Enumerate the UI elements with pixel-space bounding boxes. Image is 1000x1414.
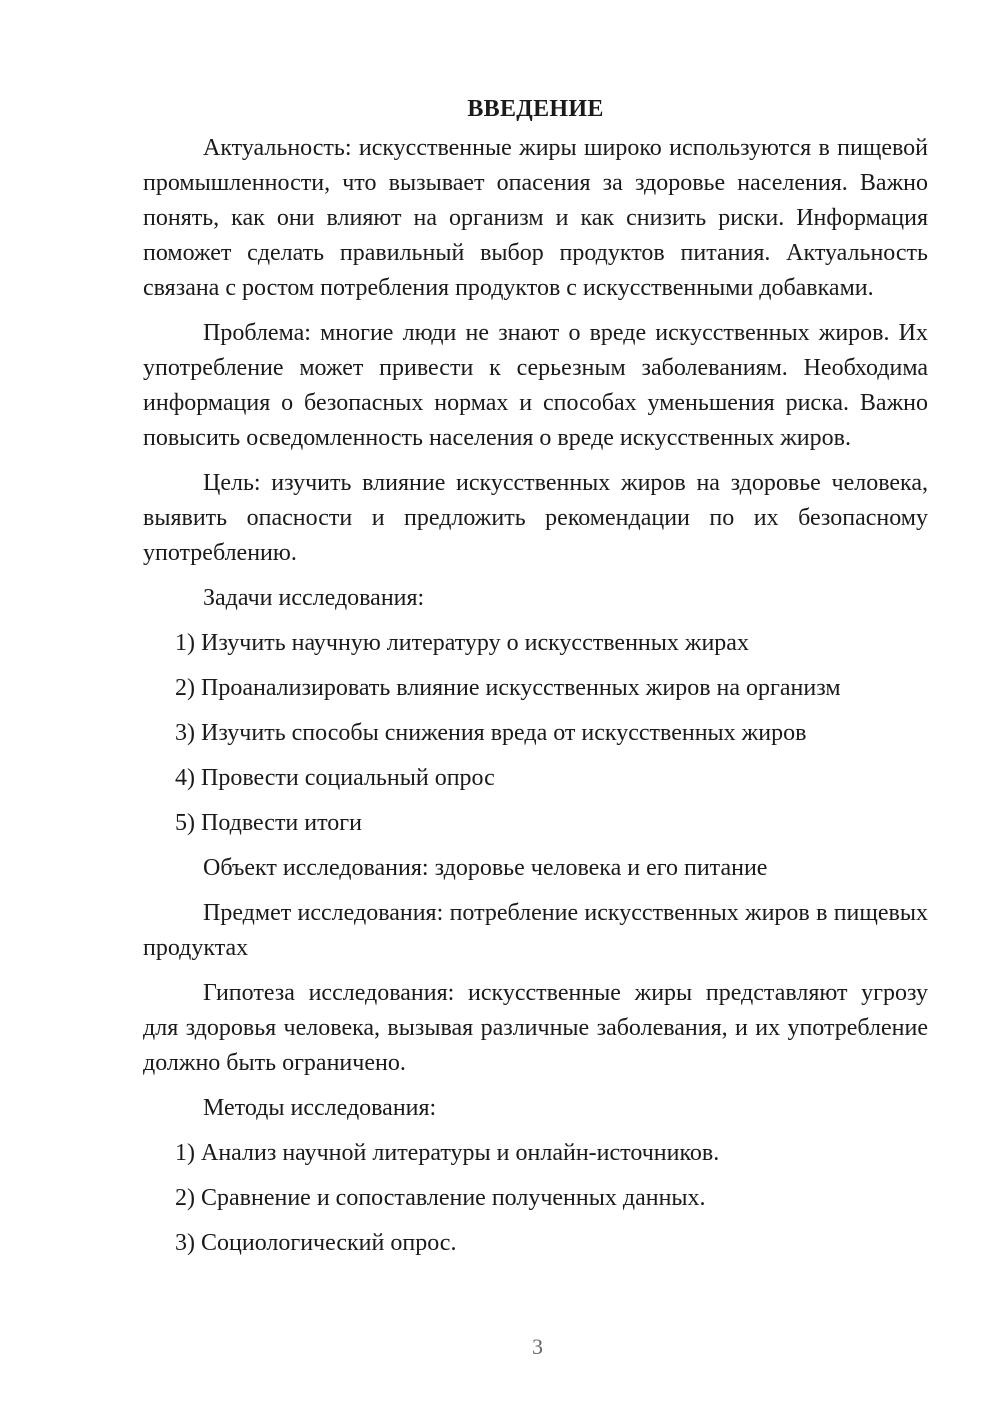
method-item: 1) Анализ научной литературы и онлайн-источников. [175, 1140, 720, 1166]
goal-paragraph: Цель: изучить влияние искусственных жиров на здоровье человека, выявить опасности и предложить рекомендации по их безопасному употреблению. [143, 470, 928, 566]
methods-heading: Методы исследования: [203, 1095, 437, 1121]
methods-list [143, 1136, 928, 1261]
task-item: 5) Подвести итоги [175, 810, 362, 836]
tasks-list [143, 626, 928, 841]
subject-paragraph: Предмет исследования: потребление искусственных жиров в пищевых продуктах [143, 900, 928, 961]
task-item: 1) Изучить научную литературу о искусственных жирах [175, 630, 749, 656]
task-item: 4) Провести социальный опрос [175, 765, 495, 791]
method-item: 2) Сравнение и сопоставление полученных данных. [175, 1185, 706, 1211]
page-content [143, 92, 928, 1271]
task-item: 2) Проанализировать влияние искусственных жиров на организм [175, 675, 841, 701]
problem-paragraph: Проблема: многие люди не знают о вреде искусственных жиров. Их употребление может привести к серьезным заболеваниям. Необходима информация о безопасных нормах и способах уменьшения риска. Важно повысить осведомленность населения о вреде искусственных жиров. [143, 320, 928, 451]
method-item: 3) Социологический опрос. [175, 1230, 457, 1256]
task-item: 3) Изучить способы снижения вреда от искусственных жиров [175, 720, 807, 746]
hypothesis-paragraph: Гипотеза исследования: искусственные жиры представляют угрозу для здоровья человека, вызывая различные заболевания, и их употребление должно быть ограничено. [143, 980, 928, 1076]
relevance-paragraph: Актуальность: искусственные жиры широко используются в пищевой промышленности, что вызывает опасения за здоровье населения. Важно понять, как они влияют на организм и как снизить риски. Информация поможет сделать правильный выбор продуктов питания. Актуальность связана с ростом потребления продуктов с искусственными добавками. [143, 135, 928, 301]
object-paragraph: Объект исследования: здоровье человека и его питание [203, 855, 768, 881]
page-number: 3 [532, 1334, 543, 1359]
tasks-heading: Задачи исследования: [203, 585, 425, 611]
section-title: ВВЕДЕНИЕ [467, 96, 604, 122]
